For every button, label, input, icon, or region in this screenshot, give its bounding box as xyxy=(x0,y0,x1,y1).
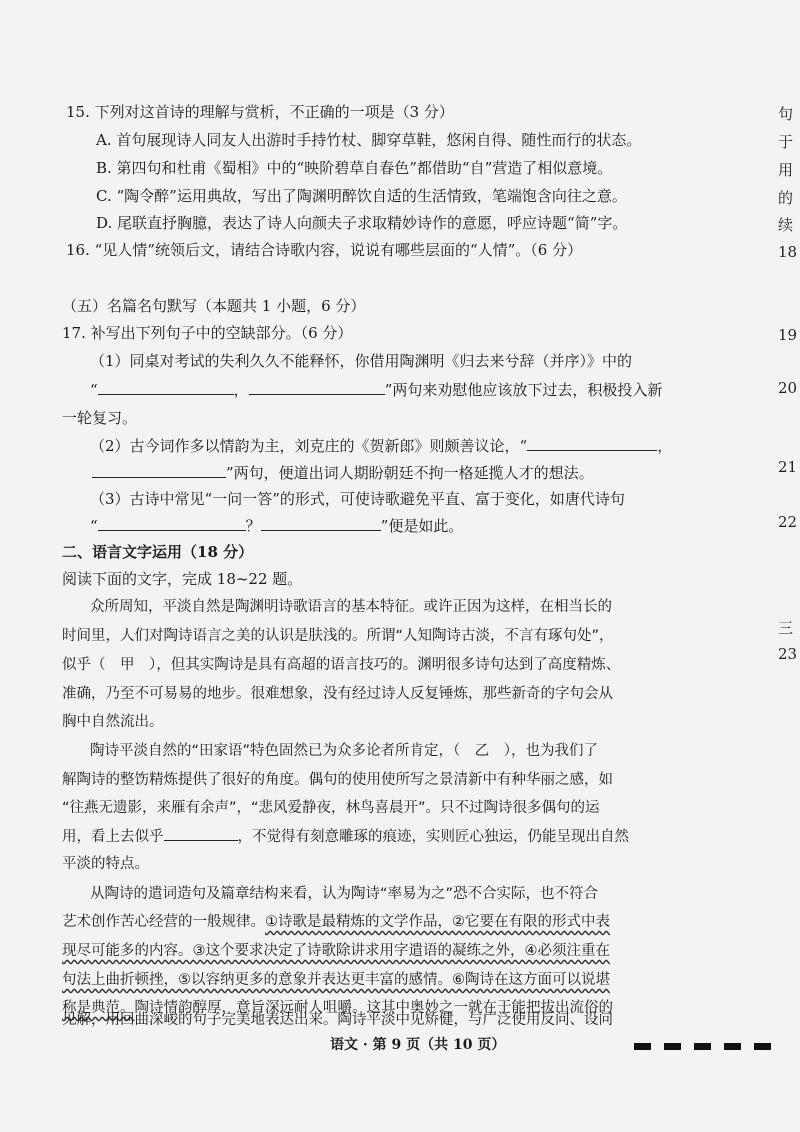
margin-fragment: 23 xyxy=(778,645,798,663)
question-15-option-c: C. “陶令醉”运用典故，写出了陶渊明醉饮自适的生活情致，笔端饱含向往之意。 xyxy=(96,187,627,205)
p3-line: 从陶诗的遣词造句及篇章结构来看，认为陶诗“率易为之”恐不合实际，也不符合 xyxy=(90,886,599,902)
p3-line: 艺术创作苦心经营的一般规律。①诗歌是最精炼的文学作品，②它要在有限的形式中表 xyxy=(62,914,610,930)
p2-line: 陶诗平淡自然的“田家语”特色固然已为众多论者所肯定，（ 乙 ），也为我们了 xyxy=(90,743,599,759)
wavy-underlined-text: 句法上曲折顿挫，⑤以容纳更多的意象并表达更丰富的感情。⑥陶诗在这方面可以说堪 xyxy=(62,972,610,988)
p1-line: 胸中自然流出。 xyxy=(62,714,164,730)
p3-line: 见解，用回曲深峻的句子完美地表达出来。陶诗平淡中见矫健，与广泛使用反问、设问 xyxy=(62,1012,613,1028)
answer-blank[interactable] xyxy=(98,516,246,531)
registration-mark xyxy=(724,1043,741,1050)
page-number: 语文 · 第 9 页（共 10 页） xyxy=(330,1037,506,1053)
margin-fragment: 用 xyxy=(778,161,794,179)
wavy-underlined-text: 称是典范。 xyxy=(62,1000,135,1016)
section-two-instruction: 阅读下面的文字，完成 18~22 题。 xyxy=(62,570,303,588)
answer-blank[interactable] xyxy=(92,463,226,478)
question-15-stem: 15. 下列对这首诗的理解与赏析，不正确的一项是（3 分） xyxy=(66,103,454,121)
wavy-underlined-text: ①诗歌是最精炼的文学作品，②它要在有限的形式中表 xyxy=(265,914,610,930)
margin-fragment: 的 xyxy=(778,189,794,207)
answer-blank[interactable] xyxy=(261,516,381,531)
answer-blank[interactable] xyxy=(164,826,238,841)
p3-line: 称是典范。陶诗情韵醇厚，意旨深远耐人咀嚼。这其中奥妙之一就在于能把拔出流俗的 xyxy=(62,1000,613,1016)
q17-item2-line2: ”两句，便道出词人期盼朝廷不拘一格延揽人才的想法。 xyxy=(92,463,594,483)
p2-line: 解陶诗的整饬精炼提供了很好的角度。偶句的使用使所写之景清新中有种华丽之感，如 xyxy=(62,772,613,788)
p2-line: 平淡的特点。 xyxy=(62,856,149,872)
q17-item1-line2: “ ， ”两句来劝慰他应该放下过去，积极投入新 xyxy=(90,381,663,399)
question-17-stem: 17. 补写出下列句子中的空缺部分。（6 分） xyxy=(62,324,353,342)
registration-mark xyxy=(694,1043,711,1050)
p1-line: 时间里，人们对陶诗语言之美的认识是肤浅的。所谓“人知陶诗古淡，不言有琢句处”， xyxy=(62,628,614,644)
margin-fragment: 于 xyxy=(778,133,794,151)
question-15-option-a: A. 首句展现诗人同友人出游时手持竹杖、脚穿草鞋，悠闲自得、随性而行的状态。 xyxy=(96,131,642,149)
question-16-stem: 16. “见人情”统领后文，请结合诗歌内容，说说有哪些层面的“人情”。（6 分） xyxy=(66,241,583,259)
q17-item2-line1: （2）古今词作多以情韵为主，刘克庄的《贺新郎》则颇善议论，“ ， xyxy=(90,437,673,455)
p1-line: 众所周知，平淡自然是陶渊明诗歌语言的基本特征。或许正因为这样，在相当长的 xyxy=(90,599,612,615)
margin-fragment: 18 xyxy=(778,243,798,261)
q17-item1-line3: 一轮复习。 xyxy=(62,409,138,427)
p2-line: “往燕无遗影，来雁有余声”，“悲风爱静夜，林鸟喜晨开”。只不过陶诗很多偶句的运 xyxy=(62,800,600,816)
p1-line: 准确，乃至不可易易的地步。很难想象，没有经过诗人反复锤炼，那些新奇的字句会从 xyxy=(62,686,613,702)
q17-item1-line1: （1）同桌对考试的失利久久不能释怀，你借用陶渊明《归去来兮辞（并序）》中的 xyxy=(90,352,633,370)
section-five-heading: （五）名篇名句默写（本题共 1 小题，6 分） xyxy=(62,297,366,315)
page-footer xyxy=(0,1032,800,1056)
answer-blank[interactable] xyxy=(98,380,234,395)
wavy-underlined-text: 现尽可能多的内容。③这个要求决定了诗歌除讲求用字遣语的凝练之外，④必须注重在 xyxy=(62,943,610,959)
section-two-heading: 二、语言文字运用（18 分） xyxy=(62,543,254,561)
margin-fragment: 21 xyxy=(778,458,798,476)
registration-mark xyxy=(634,1043,651,1050)
answer-blank[interactable] xyxy=(249,380,385,395)
p1-line: 似乎（ 甲 ），但其实陶诗是具有高超的语言技巧的。渊明很多诗句达到了高度精炼、 xyxy=(62,657,621,673)
q17-item3-line1: （3）古诗中常见“一问一答”的形式，可使诗歌避免平直、富于变化，如唐代诗句 xyxy=(90,490,625,508)
margin-fragment: 续 xyxy=(778,216,794,234)
margin-fragment: 20 xyxy=(778,379,798,397)
margin-fragment: 三 xyxy=(778,619,794,637)
margin-fragment: 19 xyxy=(778,326,798,344)
question-15-option-d: D. 尾联直抒胸臆，表达了诗人向颜夫子求取精妙诗作的意愿，呼应诗题“简”字。 xyxy=(96,214,628,232)
margin-fragment: 22 xyxy=(778,513,798,531)
question-15-option-b: B. 第四句和杜甫《蜀相》中的“映阶碧草自春色”都借助“自”营造了相似意境。 xyxy=(96,159,613,177)
q17-item3-line2: “ ？ ”便是如此。 xyxy=(90,517,464,535)
registration-mark xyxy=(664,1043,681,1050)
margin-fragment: 句 xyxy=(778,105,794,123)
registration-mark xyxy=(754,1043,771,1050)
p2-line: 用，看上去似乎 ，不觉得有刻意雕琢的痕迹，实则匠心独运，仍能呈现出自然 xyxy=(62,826,629,847)
answer-blank[interactable] xyxy=(527,436,657,451)
